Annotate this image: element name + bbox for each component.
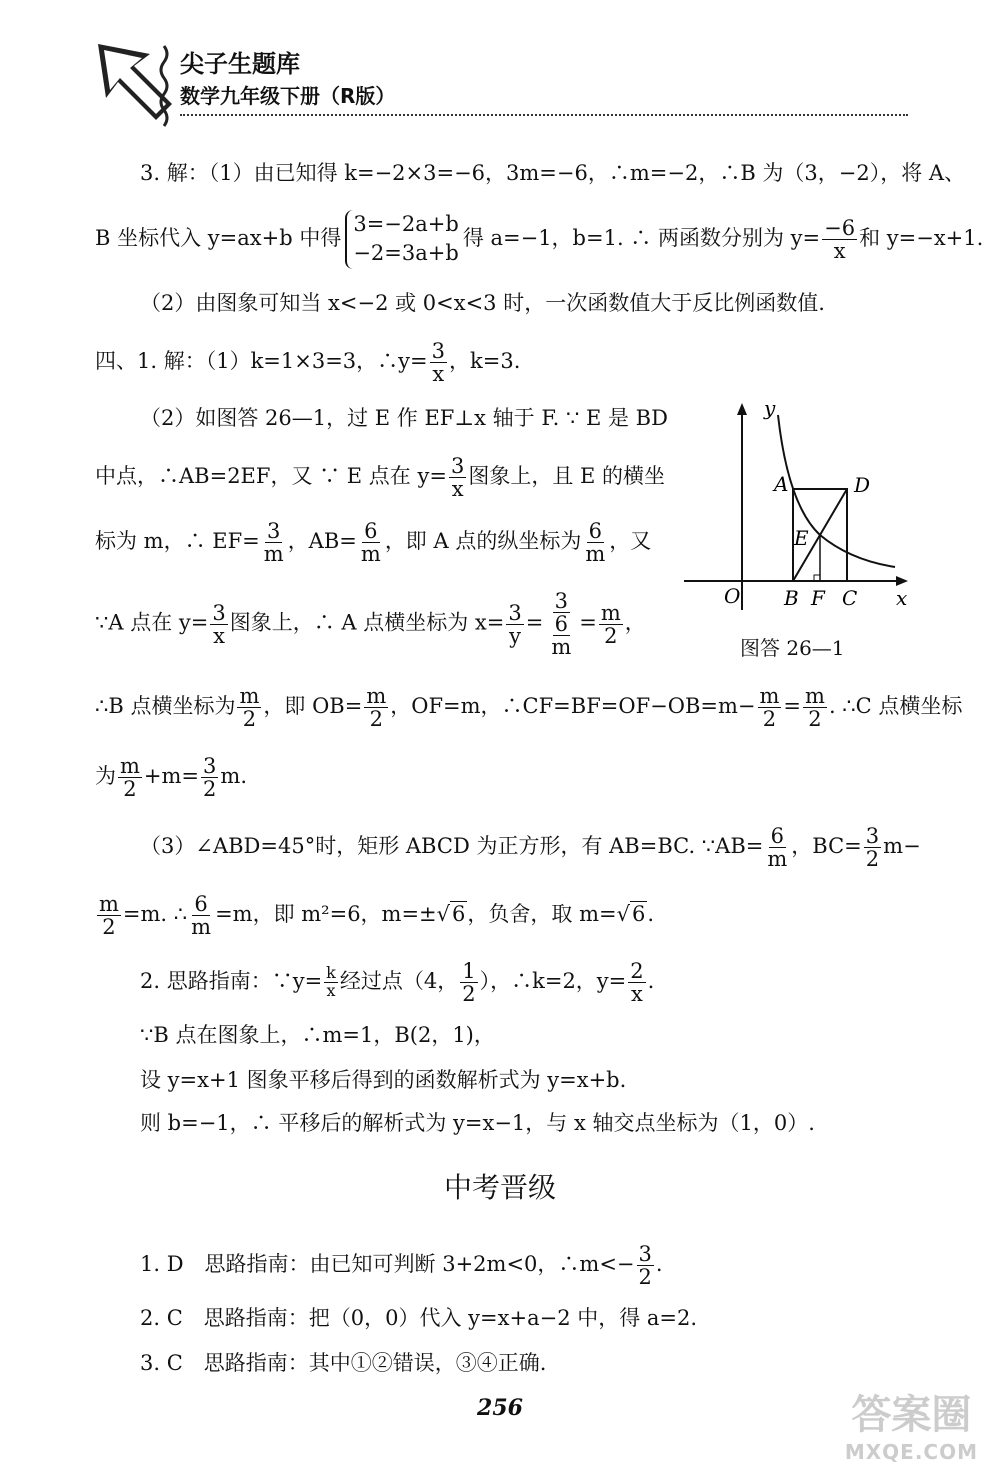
equation-1: 3=−2a+b — [353, 212, 459, 236]
s4-line3: 中点，∴AB=2EF，又 ∵ E 点在 y= $\frac{3}{x}$ 图象上，且 E 的横坐 — [95, 454, 666, 502]
fraction: $\frac{m}{2}$ — [805, 684, 825, 732]
s4-line8: （3）∠ABD=45°时，矩形 ABCD 为正方形，有 AB=BC. ∵AB= $\frac{6}{m}$ ，BC= $\frac{3}{2}$ m− — [140, 824, 921, 872]
arrow-logo-icon — [90, 36, 180, 136]
answer-3: 3. C 思路指南：其中①②错误，③④正确. — [140, 1351, 547, 1375]
q3-part2: （2）由图象可知当 x<−2 或 0<x<3 时，一次函数值大于反比例函数值. — [140, 291, 825, 315]
compound-fraction: $\frac{3}{\frac{6}{m}}$ — [551, 589, 572, 660]
fraction: $\frac{m}{2}$ — [366, 684, 387, 732]
fraction: $\frac{3}{x}$ — [212, 600, 226, 648]
fraction: $\frac{3}{2}$ — [865, 824, 880, 872]
q2-line4: 则 b=−1，∴ 平移后的解析式为 y=x−1，与 x 轴交点坐标为（1，0）. — [140, 1111, 815, 1135]
figure-26-1 — [680, 395, 920, 625]
q3-line2 — [95, 210, 983, 269]
s4-line5: ∵A 点在 y= $\frac{3}{x}$ 图象上，∴ A 点横坐标为 x= $\frac{3}{y}$ = $\frac{3}{\frac{6}{m}}$ = $\frac{m}{2}$ ， — [95, 589, 646, 660]
label-d: D — [854, 473, 871, 497]
q2-line1: 2. 思路指南：∵y= $\frac{k}{x}$ 经过点（4， $\frac{1}{2}$ ），∴k=2，y= $\frac{2}{x}$ . — [140, 959, 655, 1007]
fraction: $\frac{m}{2}$ — [759, 684, 780, 732]
fraction: $\frac{m}{2}$ — [99, 892, 119, 940]
fraction: $\frac{m}{2}$ — [600, 600, 621, 648]
x-axis-arrow-icon — [896, 576, 908, 586]
fraction: $\frac{3}{x}$ — [431, 339, 446, 387]
fraction: $\frac{-6}{x}$ — [824, 215, 856, 263]
fraction: $\frac{3}{m}$ — [263, 519, 284, 567]
q2-line2: ∵B 点在图象上，∴m=1，B(2，1)， — [140, 1023, 495, 1047]
fraction: $\frac{6}{m}$ — [191, 892, 212, 940]
q3-text-a: B 坐标代入 y=ax+b 中得 — [95, 225, 342, 250]
q2-line3: 设 y=x+1 图象平移后得到的函数解析式为 y=x+b. — [140, 1068, 627, 1092]
s4-line9: $\frac{m}{2}$ =m. ∴ $\frac{6}{m}$ =m，即 m²=6，m=±√6，负舍，取 m=√6. — [99, 892, 655, 940]
equation-system — [345, 210, 458, 269]
fraction: $\frac{k}{x}$ — [326, 963, 336, 1001]
answer-1: 1. D 思路指南：由已知可判断 3+2m<0，∴m<− $\frac{3}{2}$ . — [140, 1242, 663, 1290]
fraction: $\frac{6}{m}$ — [585, 519, 606, 567]
header-divider — [180, 114, 908, 116]
book-title: 尖子生题库 — [180, 50, 300, 78]
label-f: F — [811, 586, 825, 610]
book-subtitle: 数学九年级下册（R版） — [180, 84, 396, 108]
fraction: $\frac{3}{2}$ — [203, 754, 217, 802]
watermark — [845, 1383, 978, 1464]
figure-caption: 图答 26—1 — [740, 636, 845, 660]
s4-line7: 为 $\frac{m}{2}$ +m= $\frac{3}{2}$ m. — [95, 754, 247, 802]
s4-line1: 四、1. 解：（1）k=1×3=3，∴y= $\frac{3}{x}$ ，k=3. — [95, 339, 521, 387]
fraction: $\frac{1}{2}$ — [462, 959, 476, 1007]
label-b: B — [784, 586, 799, 610]
fraction: $\frac{3}{y}$ — [508, 600, 522, 648]
section-title: 中考晋级 — [443, 1171, 556, 1204]
fraction: $\frac{m}{2}$ — [239, 684, 260, 732]
s4-line6: ∴B 点横坐标为 $\frac{m}{2}$ ，即 OB= $\frac{m}{2}$ ，OF=m，∴CF=BF=OF−OB=m− $\frac{m}{2}$ = $\frac{m}{2}$ . ∴C 点横坐标 — [95, 684, 963, 732]
fraction: $\frac{3}{x}$ — [450, 454, 465, 502]
fraction: $\frac{6}{m}$ — [767, 824, 788, 872]
label-a: A — [774, 472, 789, 496]
fraction: $\frac{3}{2}$ — [638, 1242, 652, 1290]
equation-2: −2=3a+b — [353, 241, 459, 266]
label-o: O — [724, 584, 741, 608]
label-c: C — [842, 586, 858, 610]
fraction: $\frac{m}{2}$ — [120, 754, 140, 802]
label-x: x — [896, 586, 908, 610]
s4-line4: 标为 m，∴ EF= $\frac{3}{m}$ ，AB= $\frac{6}{m}$ ，即 A 点的纵坐标为 $\frac{6}{m}$ ，又 — [95, 519, 652, 567]
watermark-url: MXQE.COM — [844, 1440, 978, 1464]
watermark-logo: 答案圈 — [851, 1392, 972, 1438]
page-number: 256 — [477, 1395, 523, 1421]
q3-line1: 3. 解：（1）由已知得 k=−2×3=−6，3m=−6，∴m=−2，∴B 为（3，−2），将 A、 — [140, 161, 966, 185]
sqrt-icon: √ — [616, 902, 630, 927]
q3-text-c: 和 y=−x+1. — [859, 225, 984, 250]
fraction: $\frac{2}{x}$ — [630, 959, 644, 1007]
y-axis-arrow-icon — [737, 403, 747, 415]
sqrt-icon: √ — [436, 902, 451, 927]
label-e: E — [794, 526, 809, 550]
s4-line2: （2）如图答 26—1，过 E 作 EF⊥x 轴于 F. ∵ E 是 BD — [140, 406, 668, 430]
fraction: $\frac{6}{m}$ — [360, 519, 381, 567]
label-y: y — [764, 396, 776, 420]
answer-2: 2. C 思路指南：把（0，0）代入 y=x+a−2 中，得 a=2. — [140, 1306, 698, 1330]
q3-text-b: 得 a=−1，b=1. ∴ 两函数分别为 y= — [462, 225, 821, 250]
